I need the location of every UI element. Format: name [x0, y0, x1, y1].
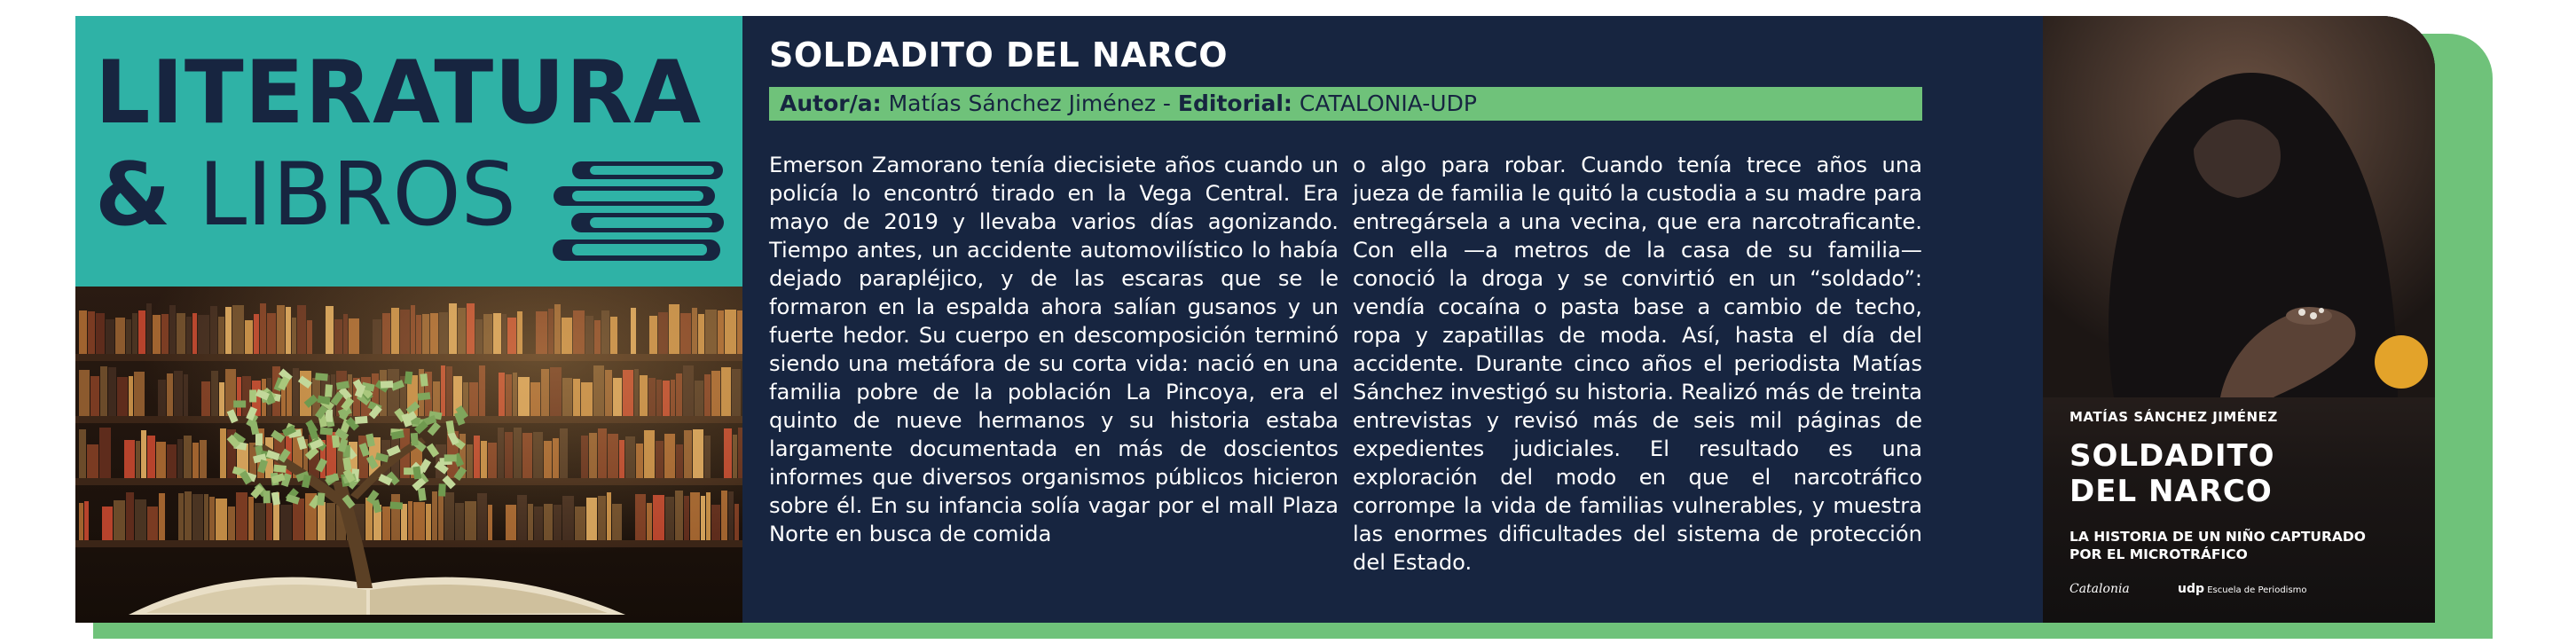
literature-banner	[75, 16, 2435, 623]
author-label: Autor/a:	[780, 90, 882, 116]
cover-subtitle-line2: POR EL MICROTRÁFICO	[2069, 546, 2248, 562]
article-column-1: Emerson Zamorano tenía diecisiete años cuando un policía lo encontró tirado en la Vega Central. Era mayo de 2019 y llevaba varios días agonizando. Tiempo antes, un accidente automovilístico lo había dejado parapléjico, y de las escaras que se le formaron en la espalda ahora salían gusanos y un fuerte hedor. Su cuerpo en descomposición terminó siendo una metáfora de su corta vida: nació en una familia pobre de la población La Pincoya, era el quinto de nueve hermanos y su historia estaba largamente documentada en más de doscientos informes que diversos organismos públicos hicieron sobre él. En su infancia solía vagar por el mall Plaza Norte en busca de comida	[769, 153, 1339, 546]
article-column-2: o algo para robar. Cuando tenía trece años una jueza de familia le quitó la custodia a su madre para entregársela a una vecina, que era narcotraficante. Con ella —a metros de la casa de su familia— conoció la droga y se convirtió en un “soldado”: vendía cocaína o pasta base a cambio de techo, ropa y zapatillas de moda. Así, hasta el día del accidente. Durante cinco años el periodista Matías Sánchez investigó su historia. Realizó más de treinta entrevistas y revisó más de seis mil páginas de expedientes judiciales. El resultado es una exploración del modo en que el narcotráfico corrompe la vida de familias vulnerables, y muestra las enormes dificultades del sistema de protección del Estado.	[1353, 153, 1922, 575]
udp-text: Escuela de Periodismo	[2207, 585, 2307, 595]
libros-word: LIBROS	[198, 145, 516, 246]
section-title-libros	[95, 145, 516, 246]
publisher-logo-catalonia: Catalonia	[2069, 582, 2130, 596]
article	[742, 16, 1975, 623]
article-title: SOLDADITO DEL NARCO	[769, 35, 1229, 75]
author-name: Matías Sánchez Jiménez	[888, 90, 1156, 116]
byline-bar	[769, 87, 1922, 121]
udp-mark: udp	[2178, 582, 2205, 596]
cover-author: MATÍAS SÁNCHEZ JIMÉNEZ	[2069, 409, 2278, 425]
ampersand: &	[95, 145, 171, 246]
cover-title-line2: DEL NARCO	[2069, 474, 2273, 509]
edition-badge	[2375, 335, 2428, 389]
book-cover	[2043, 16, 2435, 623]
publisher-label: Editorial:	[1177, 90, 1292, 116]
cover-title-line1: SOLDADITO	[2069, 438, 2275, 474]
books-stack-icon	[546, 158, 741, 264]
cover-photo	[2043, 16, 2435, 397]
cover-subtitle-line1: LA HISTORIA DE UN NIÑO CAPTURADO	[2069, 529, 2366, 545]
section-header	[75, 16, 742, 287]
section-title-literatura: LITERATURA	[95, 43, 703, 144]
publisher-logo-udp	[2178, 582, 2307, 596]
byline-separator: -	[1162, 90, 1171, 116]
library-shelf-image	[75, 287, 742, 623]
publisher-name: CATALONIA-UDP	[1299, 90, 1477, 116]
